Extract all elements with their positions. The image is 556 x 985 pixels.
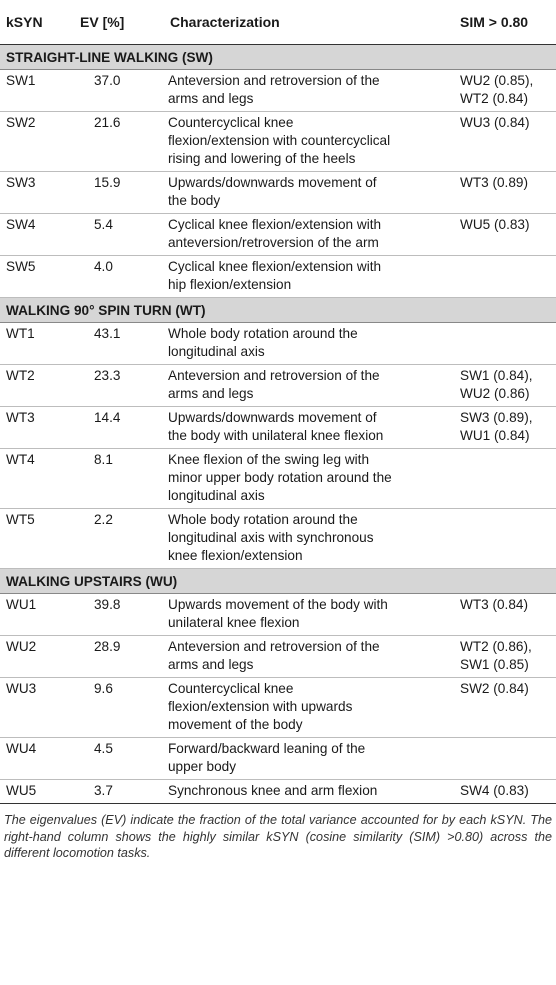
cell-ksyn: WU1 xyxy=(0,594,74,636)
sim-line: SW2 (0.84) xyxy=(460,681,529,696)
cell-sim xyxy=(450,70,556,112)
characterization-line: the body with unilateral knee flexion xyxy=(168,428,384,443)
characterization-line: flexion/extension with countercyclical xyxy=(168,133,391,148)
cell-characterization xyxy=(164,509,450,569)
cell-ksyn: WT3 xyxy=(0,407,74,449)
characterization-line: minor upper body rotation around the xyxy=(168,470,392,485)
cell-ksyn: SW2 xyxy=(0,112,74,172)
cell-ev: 8.1 xyxy=(74,449,164,509)
characterization-line: Countercyclical knee xyxy=(168,115,294,130)
characterization-line: Whole body rotation around the xyxy=(168,326,358,341)
characterization-line: Upwards/downwards movement of xyxy=(168,410,377,425)
cell-ev: 43.1 xyxy=(74,323,164,365)
cell-ev: 3.7 xyxy=(74,780,164,804)
cell-ev: 9.6 xyxy=(74,678,164,738)
characterization-line: arms and legs xyxy=(168,91,254,106)
sim-line: SW1 (0.84), xyxy=(460,368,533,383)
table-row xyxy=(0,70,556,112)
characterization-line: Upwards/downwards movement of xyxy=(168,175,377,190)
cell-sim xyxy=(450,256,556,298)
cell-ksyn: WU5 xyxy=(0,780,74,804)
characterization-line: arms and legs xyxy=(168,657,254,672)
table-row xyxy=(0,112,556,172)
characterization-line: rising and lowering of the heels xyxy=(168,151,356,166)
characterization-line: longitudinal axis with synchronous xyxy=(168,530,374,545)
table-row xyxy=(0,678,556,738)
cell-characterization xyxy=(164,172,450,214)
cell-characterization xyxy=(164,636,450,678)
characterization-line: longitudinal axis xyxy=(168,488,265,503)
cell-ksyn: SW3 xyxy=(0,172,74,214)
characterization-line: arms and legs xyxy=(168,386,254,401)
cell-sim xyxy=(450,323,556,365)
cell-ksyn: SW4 xyxy=(0,214,74,256)
cell-characterization xyxy=(164,449,450,509)
sim-line: WT2 (0.86), xyxy=(460,639,532,654)
sim-line: WU2 (0.85), xyxy=(460,73,534,88)
cell-ev: 23.3 xyxy=(74,365,164,407)
characterization-line: Anteversion and retroversion of the xyxy=(168,368,380,383)
header-ksyn: kSYN xyxy=(0,0,74,45)
table-row xyxy=(0,214,556,256)
characterization-line: Cyclical knee flexion/extension with xyxy=(168,217,382,232)
characterization-line: Upwards movement of the body with xyxy=(168,597,388,612)
cell-sim xyxy=(450,594,556,636)
cell-characterization xyxy=(164,407,450,449)
table-row xyxy=(0,323,556,365)
cell-sim xyxy=(450,407,556,449)
cell-characterization xyxy=(164,678,450,738)
cell-characterization xyxy=(164,738,450,780)
characterization-line: Cyclical knee flexion/extension with xyxy=(168,259,382,274)
table-body xyxy=(0,45,556,804)
cell-characterization xyxy=(164,214,450,256)
sim-line: WT2 (0.84) xyxy=(460,91,528,106)
cell-characterization xyxy=(164,323,450,365)
cell-ev: 37.0 xyxy=(74,70,164,112)
cell-characterization xyxy=(164,70,450,112)
cell-ksyn: SW1 xyxy=(0,70,74,112)
section-title: WALKING UPSTAIRS (WU) xyxy=(0,569,556,594)
table-row xyxy=(0,365,556,407)
cell-ev: 14.4 xyxy=(74,407,164,449)
section-header-row xyxy=(0,298,556,323)
cell-characterization xyxy=(164,780,450,804)
characterization-line: upper body xyxy=(168,759,237,774)
cell-ev: 39.8 xyxy=(74,594,164,636)
cell-sim xyxy=(450,636,556,678)
characterization-line: flexion/extension with upwards xyxy=(168,699,353,714)
cell-ksyn: SW5 xyxy=(0,256,74,298)
header-characterization: Characterization xyxy=(164,0,450,45)
cell-sim xyxy=(450,214,556,256)
cell-ksyn: WT5 xyxy=(0,509,74,569)
table-row xyxy=(0,256,556,298)
sim-line: WU5 (0.83) xyxy=(460,217,530,232)
sim-line: WT3 (0.89) xyxy=(460,175,528,190)
characterization-line: Forward/backward leaning of the xyxy=(168,741,366,756)
section-title: WALKING 90° SPIN TURN (WT) xyxy=(0,298,556,323)
cell-sim xyxy=(450,738,556,780)
cell-ev: 4.0 xyxy=(74,256,164,298)
table-row xyxy=(0,738,556,780)
characterization-line: anteversion/retroversion of the arm xyxy=(168,235,379,250)
characterization-line: longitudinal axis xyxy=(168,344,265,359)
cell-sim xyxy=(450,172,556,214)
sim-line: SW4 (0.83) xyxy=(460,783,529,798)
section-header-row xyxy=(0,45,556,70)
sim-line: SW1 (0.85) xyxy=(460,657,529,672)
sim-line: SW3 (0.89), xyxy=(460,410,533,425)
table-row xyxy=(0,407,556,449)
table-row xyxy=(0,449,556,509)
header-sim: SIM > 0.80 xyxy=(450,0,556,45)
sim-line: WT3 (0.84) xyxy=(460,597,528,612)
table-row xyxy=(0,636,556,678)
characterization-line: hip flexion/extension xyxy=(168,277,292,292)
cell-ev: 15.9 xyxy=(74,172,164,214)
characterization-line: Countercyclical knee xyxy=(168,681,294,696)
table-row xyxy=(0,509,556,569)
sim-line: WU1 (0.84) xyxy=(460,428,530,443)
cell-ksyn: WU4 xyxy=(0,738,74,780)
cell-sim xyxy=(450,449,556,509)
characterization-line: Whole body rotation around the xyxy=(168,512,358,527)
cell-sim xyxy=(450,780,556,804)
table-footnote: The eigenvalues (EV) indicate the fraction of the total variance accounted for by each kSYN. The right-hand column shows the highly similar kSYN (cosine similarity (SIM) >0.80) across the different locomotion tasks. xyxy=(4,813,552,860)
cell-sim xyxy=(450,678,556,738)
table-row xyxy=(0,594,556,636)
cell-sim xyxy=(450,509,556,569)
characterization-line: Anteversion and retroversion of the xyxy=(168,73,380,88)
table-row xyxy=(0,172,556,214)
header-ev: EV [%] xyxy=(74,0,164,45)
cell-ev: 21.6 xyxy=(74,112,164,172)
cell-characterization xyxy=(164,365,450,407)
characterization-line: knee flexion/extension xyxy=(168,548,303,563)
characterization-line: movement of the body xyxy=(168,717,303,732)
cell-ev: 4.5 xyxy=(74,738,164,780)
sim-line: WU3 (0.84) xyxy=(460,115,530,130)
cell-ksyn: WU2 xyxy=(0,636,74,678)
characterization-line: Anteversion and retroversion of the xyxy=(168,639,380,654)
characterization-line: unilateral knee flexion xyxy=(168,615,300,630)
section-header-row xyxy=(0,569,556,594)
cell-characterization xyxy=(164,256,450,298)
cell-ksyn: WU3 xyxy=(0,678,74,738)
sim-line: WU2 (0.86) xyxy=(460,386,530,401)
cell-ksyn: WT1 xyxy=(0,323,74,365)
cell-ev: 2.2 xyxy=(74,509,164,569)
table-row xyxy=(0,780,556,804)
table-header xyxy=(0,0,556,45)
cell-characterization xyxy=(164,594,450,636)
cell-characterization xyxy=(164,112,450,172)
cell-ev: 5.4 xyxy=(74,214,164,256)
cell-ksyn: WT4 xyxy=(0,449,74,509)
characterization-line: Synchronous knee and arm flexion xyxy=(168,783,378,798)
section-title: STRAIGHT-LINE WALKING (SW) xyxy=(0,45,556,70)
characterization-line: Knee flexion of the swing leg with xyxy=(168,452,370,467)
cell-ev: 28.9 xyxy=(74,636,164,678)
characterization-line: the body xyxy=(168,193,221,208)
header-row xyxy=(0,0,556,45)
cell-sim xyxy=(450,112,556,172)
cell-sim xyxy=(450,365,556,407)
cell-ksyn: WT2 xyxy=(0,365,74,407)
